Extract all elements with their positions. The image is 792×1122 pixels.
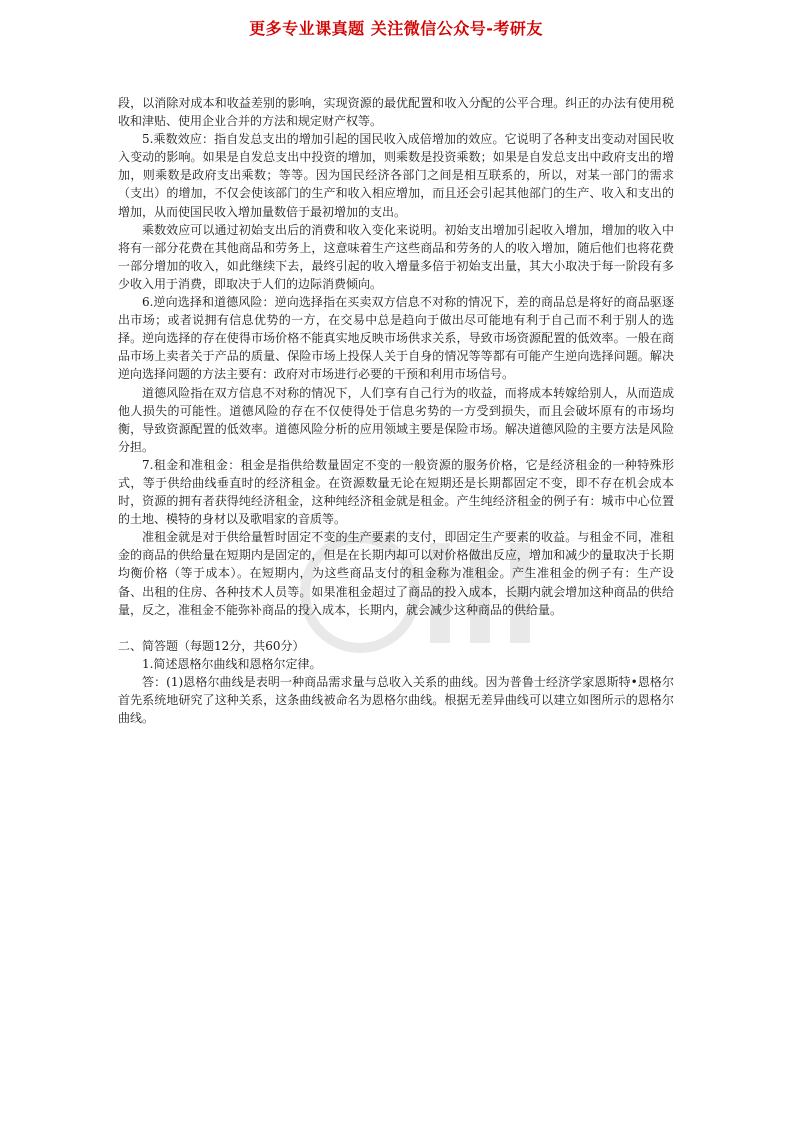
paragraph-multiplier-explanation: 乘数效应可以通过初始支出后的消费和收入变化来说明。初始支出增加引起收入增加，增加的收入中将有一部分花费在其他商品和劳务上，这意味着生产这些商品和劳务的人的收入增加，随后他们也将花费一部分增加的收入，如此继续下去，最终引起的收入增量多倍于初始支出量，其大小取决于每一阶段有多少收入用于消费，即取决于人们的边际消费倾向。 — [118, 222, 674, 291]
paragraph-quasi-rent: 准租金就是对于供给量暂时固定不变的生产要素的支付，即固定生产要素的收益。与租金不同，准租金的商品的供给量在短期内是固定的，但是在长期内却可以对价格做出反应，增加和减少的量取决于长期均衡价格（等于成本）。在短期内，为这些商品支付的租金称为准租金。产生准租金的例子有：生产设备、出租的住房、各种技术人员等。如果准租金超过了商品的投入成本，长期内就会增加这种商品的供给量，反之，准租金不能弥补商品的投入成本，长期内，就会减少这种商品的供给量。 — [118, 530, 674, 617]
question-title: 1.简述恩格尔曲线和恩格尔定律。 — [142, 656, 322, 671]
paragraph-moral-hazard: 道德风险指在双方信息不对称的情况下，人们享有自己行为的收益，而将成本转嫁给别人，从而造成他人损失的可能性。道德风险的存在不仅使得处于信息劣势的一方受到损失，而且会破坏原有的市场均衡，导致资源配置的低效率。道德风险分析的应用领域主要是保险市场。解决道德风险的主要方法是风险分担。 — [118, 385, 674, 454]
paragraph-adverse-selection: 6.逆向选择和道德风险：逆向选择指在买卖双方信息不对称的情况下，差的商品总是将好的商品驱逐出市场；或者说拥有信息优势的一方，在交易中总是趋向于做出尽可能地有利于自己而不利于别人的选择。逆向选择的存在使得市场价格不能真实地反映市场供求关系，导致市场资源配置的低效率。一般在商品市场上卖者关于产品的质量、保险市场上投保人关于自身的情况等等都有可能产生逆向选择问题。解决逆向选择问题的方法主要有：政府对市场进行必要的干预和利用市场信号。 — [118, 295, 674, 382]
paragraph-multiplier-effect: 5.乘数效应：指自发总支出的增加引起的国民收入成倍增加的效应。它说明了各种支出变动对国民收入变动的影响。如果是自发总支出中投资的增加，则乘数是投资乘数；如果是自发总支出中政府支出的增加，则乘数是政府支出乘数；等等。因为国民经济各部门之间是相互联系的，所以，对某一部门的需求（支出）的增加，不仅会使该部门的生产和收入相应增加，而且还会引起其他部门的生产、收入和支出的增加，从而使国民收入增加量数倍于最初增加的支出。 — [118, 132, 674, 219]
paragraph-0: 段，以消除对成本和收益差别的影响，实现资源的最优配置和收入分配的公平合理。纠正的办法有使用税收和津贴、使用企业合并的方法和规定财产权等。 — [118, 96, 674, 129]
paragraph-rent: 7.租金和准租金：租金是指供给数量固定不变的一般资源的服务价格，它是经济租金的一种特殊形式，等于供给曲线垂直时的经济租金。在资源数量无论在短期还是长期都固定不变，即不存在机会成本时，资源的拥有者获得纯经济租金，这种纯经济租金就是租金。产生纯经济租金的例子有：城市中心位置的土地、模特的身材以及歌唱家的音质等。 — [118, 457, 674, 527]
answer-text: 答：(1)恩格尔曲线是表明一种商品需求量与总收入关系的曲线。因为普鲁士经济学家恩斯特•恩格尔首先系统地研究了这种关系，这条曲线被命名为恩格尔曲线。根据无差异曲线可以建立如图所示的恩格尔曲线。 — [118, 674, 674, 726]
header-banner: 更多专业课真题 关注微信公众号-考研友 — [249, 19, 543, 38]
section-heading: 二、简答题（每题12分，共60分） — [118, 638, 305, 653]
document-body — [118, 94, 674, 727]
